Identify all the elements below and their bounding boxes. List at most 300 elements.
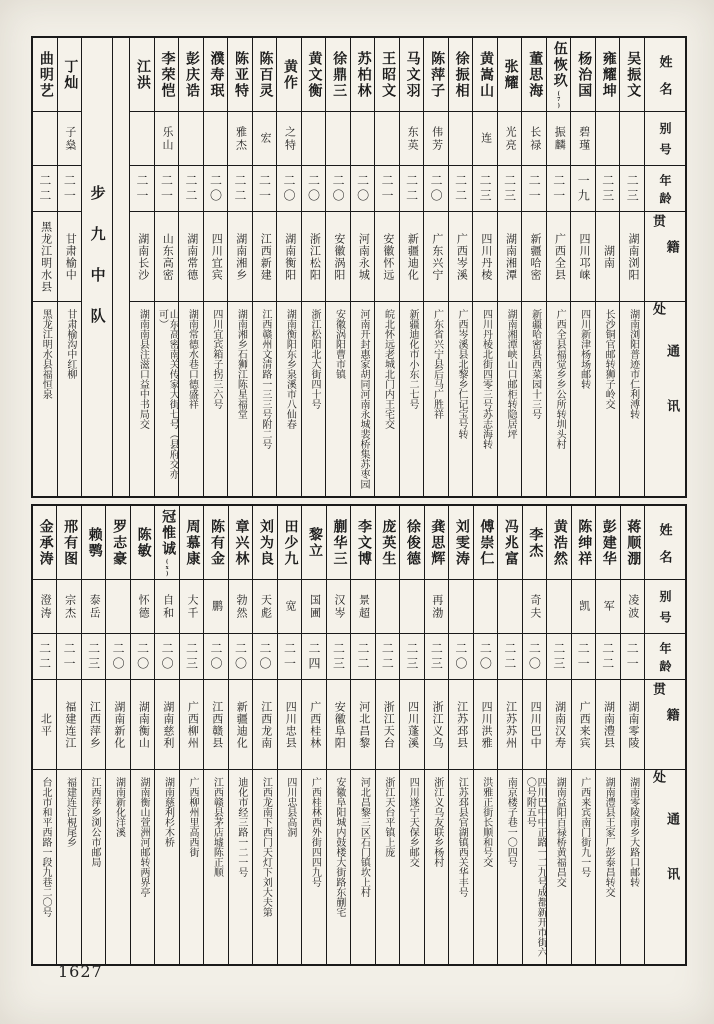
address-cell (473, 302, 497, 496)
origin-cell-text: 广东兴宁 (430, 232, 443, 281)
alias-cell (571, 112, 595, 166)
address-cell-text: 湖南衡山萱洲河邮转两界亭 (137, 777, 149, 897)
name-cell (424, 38, 448, 112)
name-cell-text: 雍耀坤 (600, 50, 616, 99)
address-cell-text: 皖北怀远老城北门内王宅交 (382, 309, 394, 429)
name-cell-text: 黄嵩山 (478, 50, 494, 99)
name-cell-text: 丁灿 (62, 58, 78, 91)
header-origin-text: 籍贯 (651, 214, 680, 279)
blank-cell (113, 38, 129, 496)
age-cell-text: 二〇 (355, 173, 370, 204)
origin-cell-text: 四川蓬溪 (406, 700, 419, 749)
person-column (301, 506, 325, 964)
origin-cell-text: 四川洪雅 (480, 700, 493, 749)
age-cell-text: 二二 (183, 173, 198, 204)
age-cell-text: 二四 (306, 641, 321, 672)
age-cell (57, 634, 80, 680)
alias-cell (33, 112, 57, 166)
age-cell (130, 166, 154, 212)
person-column (301, 38, 326, 496)
address-cell (547, 302, 571, 496)
alias-cell (522, 112, 546, 166)
age-cell-text: 二一 (159, 173, 174, 204)
name-cell-text: 蒋顺淜 (625, 518, 641, 567)
address-cell (326, 302, 350, 496)
name-cell-text: 李文博 (355, 518, 371, 567)
name-cell-text: 徐俊德 (404, 518, 420, 567)
name-cell (327, 506, 350, 580)
age-cell-text: 二一 (380, 173, 395, 204)
address-cell (278, 770, 301, 964)
age-cell (449, 634, 472, 680)
name-cell (33, 506, 56, 580)
age-cell (253, 166, 277, 212)
name-cell-text: 黄文衡 (306, 50, 322, 99)
header-address-text: 通讯处 (651, 770, 681, 922)
origin-cell-text: 广西桂林 (308, 700, 321, 749)
address-cell (449, 302, 473, 496)
name-cell (253, 506, 276, 580)
age-cell (131, 634, 154, 680)
origin-cell-text: 北平 (39, 712, 52, 737)
name-cell (302, 38, 326, 112)
address-cell-text: 江苏邳县官湖镇西关华丰号 (456, 777, 468, 897)
person-column (326, 506, 350, 964)
age-cell (620, 166, 644, 212)
age-cell (596, 634, 619, 680)
age-cell (425, 634, 448, 680)
roster-table-bottom (31, 504, 687, 966)
header-address-label (645, 770, 685, 964)
person-column (252, 506, 276, 964)
name-cell-text: 吴振文 (625, 50, 641, 99)
address-cell (155, 770, 178, 964)
origin-cell-text: 湖南浏阳 (627, 232, 640, 281)
origin-cell (278, 680, 301, 770)
origin-cell-text: 广西岑溪 (455, 232, 468, 281)
alias-cell-text: 乐山 (160, 125, 173, 152)
age-cell (424, 166, 448, 212)
name-cell (375, 38, 399, 112)
person-column (497, 38, 522, 496)
name-cell-text: 邢有图 (62, 518, 78, 567)
origin-cell-text: 浙江义乌 (431, 700, 444, 749)
age-cell-text: 二三 (331, 641, 346, 672)
alias-cell (82, 580, 105, 634)
origin-cell-text: 甘肃榆中 (64, 232, 77, 281)
name-cell (498, 506, 521, 580)
age-cell-text: 二三 (184, 641, 199, 672)
name-cell-text: 徐鼎三 (331, 50, 347, 99)
address-cell (155, 302, 179, 496)
age-cell-text: 二三 (625, 173, 640, 204)
header-alias-text: 别号 (658, 122, 672, 164)
address-cell-text: 广西桂林西外街四四九号 (309, 777, 321, 887)
alias-cell-text: 天彪 (259, 593, 272, 620)
address-cell-text: 湖南益阳百禄桥黄福昌交 (554, 777, 566, 887)
origin-cell (596, 680, 619, 770)
alias-cell (449, 112, 473, 166)
header-age-label (645, 634, 685, 680)
alias-cell (302, 580, 325, 634)
address-cell (58, 302, 82, 496)
age-cell-text: 二一 (527, 173, 542, 204)
header-column (644, 506, 685, 964)
name-cell-text: 彭建华 (600, 518, 616, 567)
alias-cell-text: 国圃 (308, 593, 321, 620)
person-column (546, 38, 571, 496)
name-cell-text: 黎立 (306, 526, 322, 559)
age-cell (473, 166, 497, 212)
header-alias-label (645, 112, 685, 166)
alias-cell-text: 自和 (161, 593, 174, 620)
address-cell-text: 四川巴中中正路一二九号成都新开市街六〇号附五号 (524, 777, 547, 957)
name-cell (571, 38, 595, 112)
alias-cell (498, 580, 521, 634)
origin-cell-text: 四川邛崃 (577, 232, 590, 281)
name-cell (400, 506, 423, 580)
unit-section-text: 步九中队 (88, 185, 105, 349)
person-column (56, 506, 80, 964)
alias-cell (204, 580, 227, 634)
age-cell-text: 二二 (37, 173, 52, 204)
name-cell (620, 38, 644, 112)
origin-cell (82, 680, 105, 770)
address-cell-text: 四川忠县高洞 (284, 777, 296, 837)
name-cell-text: 傅崇仁 (478, 518, 494, 567)
address-cell-text: 湖南南县注滋口益中书局交 (137, 309, 149, 429)
header-age-text: 年龄 (658, 173, 672, 210)
origin-cell-text: 山东高密 (161, 232, 174, 281)
alias-cell-text: 宽 (283, 600, 296, 613)
origin-cell (204, 680, 227, 770)
address-cell-text: 四川新津杨场邮转 (578, 309, 590, 389)
alias-cell (253, 112, 277, 166)
origin-cell (58, 212, 82, 302)
origin-cell (547, 680, 570, 770)
origin-cell-text: 四川宜宾 (210, 232, 223, 281)
name-cell-text: 陈萍子 (429, 50, 445, 99)
age-cell-text: 二一 (282, 641, 297, 672)
origin-cell-text: 江西萍乡 (88, 700, 101, 749)
alias-cell (33, 580, 56, 634)
origin-cell-text: 湖南汉寿 (553, 700, 566, 749)
alias-cell (106, 580, 129, 634)
origin-cell-text: 河北昌黎 (357, 700, 370, 749)
age-cell (180, 634, 203, 680)
origin-cell-text: 安徽涡阳 (332, 232, 345, 281)
name-cell (523, 506, 546, 580)
age-cell-text: 二〇 (478, 641, 493, 672)
name-cell-text: 庞英生 (380, 518, 396, 567)
name-cell (621, 506, 644, 580)
name-cell (58, 38, 82, 112)
age-cell-text: 二〇 (306, 173, 321, 204)
origin-cell-text: 湖南衡山 (137, 700, 150, 749)
person-column (423, 38, 448, 496)
address-cell-text: 广西来宾南门街九一号 (578, 777, 590, 877)
header-name-text: 姓名 (657, 522, 673, 577)
age-cell (277, 166, 301, 212)
header-alias-text: 别号 (658, 590, 672, 632)
alias-cell-text: 东英 (406, 125, 419, 152)
origin-cell (375, 212, 399, 302)
origin-cell (229, 680, 252, 770)
origin-cell (449, 212, 473, 302)
person-column (154, 506, 178, 964)
age-cell-text: 二〇 (453, 641, 468, 672)
header-origin-text: 籍贯 (651, 682, 680, 747)
person-column (179, 506, 203, 964)
origin-cell (449, 680, 472, 770)
address-cell (620, 302, 644, 496)
header-age-text: 年龄 (658, 641, 672, 678)
address-cell (621, 770, 644, 964)
address-cell (277, 302, 301, 496)
address-cell (376, 770, 399, 964)
age-cell (155, 634, 178, 680)
origin-cell (253, 680, 276, 770)
header-origin-label (645, 212, 685, 302)
origin-cell-text: 安徽阜阳 (333, 700, 346, 749)
name-cell (33, 38, 57, 112)
address-cell (106, 770, 129, 964)
age-cell (82, 634, 105, 680)
origin-cell (302, 212, 326, 302)
alias-cell (425, 580, 448, 634)
alias-cell (572, 580, 595, 634)
origin-cell-text: 黑龙江明水县 (39, 220, 52, 293)
address-cell-text: 广西柳州里高西街 (186, 777, 198, 857)
age-cell (547, 166, 571, 212)
person-column (619, 38, 644, 496)
person-column (521, 38, 546, 496)
alias-cell-text: 怀德 (137, 593, 150, 620)
origin-cell (204, 212, 228, 302)
address-cell-text: 南京楼子巷一〇四号 (505, 777, 517, 867)
age-cell (375, 166, 399, 212)
name-cell-text: 周慕康 (184, 518, 200, 567)
address-cell (596, 770, 619, 964)
name-cell (278, 506, 301, 580)
name-cell (425, 506, 448, 580)
name-cell (449, 506, 472, 580)
alias-cell-text: 子燊 (63, 125, 76, 152)
alias-cell (326, 112, 350, 166)
name-cell-text: 冯兆富 (502, 518, 518, 567)
unit-section-column (81, 38, 112, 496)
address-cell (204, 770, 227, 964)
origin-cell (498, 212, 522, 302)
header-name-text: 姓名 (657, 54, 673, 109)
alias-cell-text: 凌波 (626, 593, 639, 620)
address-cell (180, 770, 203, 964)
alias-cell (621, 580, 644, 634)
name-cell-text: 龚思辉 (429, 518, 445, 567)
name-cell-text: 刘雯涛 (453, 518, 469, 567)
name-cell-text: 黄浩然 (551, 518, 567, 567)
address-cell-text: 江西赣州文清路一三三号附二号 (259, 309, 271, 449)
age-cell (33, 166, 57, 212)
age-cell (571, 166, 595, 212)
person-column (497, 506, 521, 964)
age-cell (449, 166, 473, 212)
address-cell (82, 770, 105, 964)
origin-cell-text: 湖南长沙 (136, 232, 149, 281)
origin-cell-text: 新疆迪化 (406, 232, 419, 281)
origin-cell-text: 四川丹棱 (479, 232, 492, 281)
alias-cell (424, 112, 448, 166)
name-cell-text: 李杰 (527, 526, 543, 559)
alias-cell (155, 580, 178, 634)
person-column (81, 506, 105, 964)
person-column (399, 38, 424, 496)
address-cell-text: 黑龙江明水县福恒泉 (40, 309, 52, 399)
origin-cell (351, 212, 375, 302)
alias-cell (277, 112, 301, 166)
age-cell-text: 二一 (625, 641, 640, 672)
person-column (203, 506, 227, 964)
origin-cell (106, 680, 129, 770)
age-cell (498, 634, 521, 680)
age-cell (572, 634, 595, 680)
page-number: 1627 (58, 962, 103, 981)
address-cell-text: 浙江义乌友联乡杨村 (431, 777, 443, 867)
age-cell-text: 二一 (576, 641, 591, 672)
alias-cell (473, 112, 497, 166)
person-column (227, 38, 252, 496)
origin-cell-text: 湖南常德 (185, 232, 198, 281)
name-cell-text: 蒯华三 (331, 518, 347, 567)
alias-cell (596, 112, 620, 166)
name-cell-text: 陈亚特 (233, 50, 248, 99)
address-cell-text: 四川宜宾箱子拐三六号 (210, 309, 222, 409)
alias-cell-text: 鹏 (210, 600, 223, 613)
address-cell-text: 河南开封惠家胡同河南永城裴桥集苏枣园 (357, 309, 369, 489)
address-cell (253, 770, 276, 964)
name-cell-text: 金承涛 (37, 518, 53, 567)
origin-cell (277, 212, 301, 302)
alias-cell-text: 连 (479, 132, 492, 145)
address-cell-text: 江西赣县茅店墟陈正顺 (211, 777, 223, 877)
age-cell (33, 634, 56, 680)
alias-cell-text: 宗杰 (63, 593, 76, 620)
address-cell-text: 四川丹棱北街四零三号苏志海转 (480, 309, 492, 449)
roster-table-top (31, 36, 687, 498)
address-cell-text: 湖南零陵南乡大路口邮转 (627, 777, 639, 887)
address-cell-text: 台北市和平西路一段九巷二〇号 (40, 777, 52, 917)
age-cell-text: 一九 (576, 173, 591, 204)
age-cell-text: 二三 (429, 641, 444, 672)
name-cell-text: 马文羽 (404, 50, 420, 99)
alias-cell-text: 振麟 (553, 125, 566, 152)
name-cell-text: 陈敏 (135, 526, 151, 559)
name-cell-text: 曲明艺 (37, 50, 53, 99)
age-cell (204, 634, 227, 680)
alias-cell-text: 之特 (283, 125, 296, 152)
age-cell (106, 634, 129, 680)
age-cell-text: 二三 (551, 641, 566, 672)
address-cell (131, 770, 154, 964)
address-cell (547, 770, 570, 964)
alias-cell (375, 112, 399, 166)
origin-cell-text: 湖南湘潭 (504, 232, 517, 281)
origin-cell (424, 212, 448, 302)
alias-cell-text: 澄涛 (39, 593, 52, 620)
person-column (595, 506, 619, 964)
address-cell-text: 安徽阜阳城内鼓楼大街路东蒯宅 (333, 777, 345, 917)
alias-cell-text: 碧瑾 (577, 125, 590, 152)
person-column (203, 38, 228, 496)
age-cell-text: 二三 (600, 173, 615, 204)
address-cell-text: 安徽涡阳曹市镇 (333, 309, 345, 379)
alias-cell (327, 580, 350, 634)
origin-cell-text: 湖南慈利 (161, 700, 174, 749)
origin-cell (180, 680, 203, 770)
origin-cell-text: 浙江松阳 (308, 232, 321, 281)
alias-cell-text: 泰岳 (88, 593, 101, 620)
address-cell-text: 湖南湘潭峡山口邮柜转隐居坪 (505, 309, 517, 439)
age-cell-text: 二三 (404, 641, 419, 672)
person-column (276, 38, 301, 496)
alias-cell (620, 112, 644, 166)
age-cell (155, 166, 179, 212)
address-cell-text: 湖南慈利杉木桥 (162, 777, 174, 847)
origin-cell (326, 212, 350, 302)
alias-cell (229, 580, 252, 634)
origin-cell (155, 680, 178, 770)
origin-cell (498, 680, 521, 770)
age-cell (547, 634, 570, 680)
address-cell-text: 甘肃榆沟中红柳 (64, 309, 76, 379)
address-cell-text: 洪雅正街长顺和号交 (480, 777, 492, 867)
age-cell (523, 634, 546, 680)
age-cell (228, 166, 252, 212)
name-cell (596, 506, 619, 580)
age-cell-text: 二〇 (429, 173, 444, 204)
age-cell-text: 二〇 (135, 641, 150, 672)
name-cell (351, 506, 374, 580)
origin-cell-text: 四川巴中 (529, 700, 542, 749)
name-cell (547, 506, 570, 580)
age-cell-text: 二〇 (258, 641, 272, 672)
name-cell-text: 伍恢玖 (551, 40, 567, 89)
name-cell (547, 38, 571, 112)
age-cell (278, 634, 301, 680)
address-cell (130, 302, 154, 496)
address-cell-text: 四川遂宁天保乡邮交 (407, 777, 419, 867)
alias-cell (155, 112, 179, 166)
origin-cell-text: 江苏邳县 (455, 700, 468, 749)
name-cell (277, 38, 301, 112)
header-origin-label (645, 680, 685, 770)
address-cell (571, 302, 595, 496)
age-cell-text: 二〇 (233, 641, 248, 672)
alias-cell (547, 580, 570, 634)
origin-cell (155, 212, 179, 302)
name-cell (326, 38, 350, 112)
header-address-label (645, 302, 685, 496)
name-cell-text: 罗志豪 (111, 518, 127, 567)
age-cell-text: 二二 (37, 641, 52, 672)
name-cell-text: 冠惟诚 (160, 508, 176, 557)
header-column (644, 38, 685, 496)
age-cell (302, 166, 326, 212)
origin-cell-text: 湖南澧县 (602, 700, 615, 749)
person-column (399, 506, 423, 964)
address-cell-text: 广西全县福觉乡乡公所转圳头村 (554, 309, 566, 449)
origin-cell (33, 212, 57, 302)
